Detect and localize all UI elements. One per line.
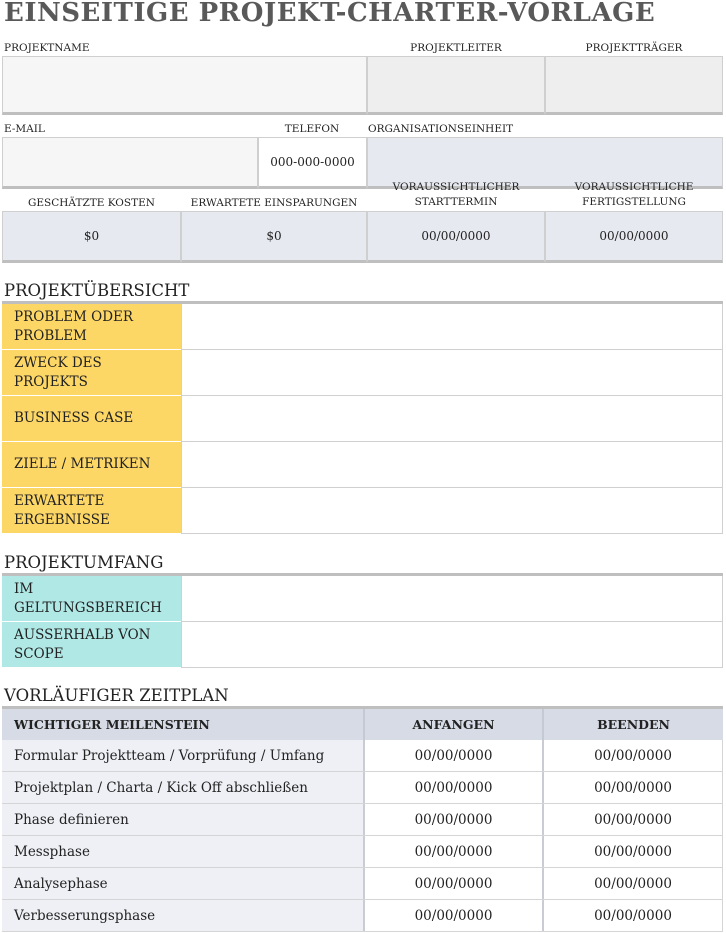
project-lead-field[interactable]	[367, 56, 545, 115]
scope-title: PROJEKTUMFANG	[4, 553, 164, 572]
scope-row-input[interactable]	[181, 576, 723, 622]
milestone-cell[interactable]: Analysephase	[2, 868, 365, 899]
phone-label: TELEFON	[284, 123, 340, 135]
overview-row-input[interactable]	[181, 350, 723, 396]
exp-savings-label: ERWARTETE EINSPARUNGEN	[190, 197, 358, 209]
est-cost-label: GESCHÄTZTE KOSTEN	[28, 197, 155, 209]
start-cell[interactable]: 00/00/0000	[365, 900, 544, 931]
end-cell[interactable]: 00/00/0000	[544, 772, 723, 803]
overview-title: PROJEKTÜBERSICHT	[4, 281, 190, 300]
start-cell[interactable]: 00/00/0000	[365, 740, 544, 771]
end-cell[interactable]: 00/00/0000	[544, 804, 723, 835]
overview-row-label: ZIELE / METRIKEN	[2, 442, 181, 488]
milestone-cell[interactable]: Projektplan / Charta / Kick Off abschließen	[2, 772, 365, 803]
overview-row-input[interactable]	[181, 396, 723, 442]
table-row	[2, 868, 723, 900]
schedule-title: VORLÄUFIGER ZEITPLAN	[4, 686, 229, 705]
overview-row-input[interactable]	[181, 442, 723, 488]
overview-row	[2, 396, 723, 442]
start-cell[interactable]: 00/00/0000	[365, 772, 544, 803]
project-sponsor-label: PROJEKTTRÄGER	[585, 42, 683, 54]
start-cell[interactable]: 00/00/0000	[365, 836, 544, 867]
project-name-field[interactable]	[2, 56, 367, 115]
scope-row	[2, 622, 723, 668]
end-cell[interactable]: 00/00/0000	[544, 868, 723, 899]
finish-date-label: VORAUSSICHTLICHE FERTIGSTELLUNG	[574, 181, 694, 208]
overview-row-label: BUSINESS CASE	[2, 396, 181, 442]
overview-row-label: ERWARTETE ERGEBNISSE	[2, 488, 181, 534]
table-row	[2, 836, 723, 868]
end-column-header: BEENDEN	[597, 717, 670, 732]
email-label: E-MAIL	[4, 123, 45, 135]
overview-row-input[interactable]	[181, 304, 723, 350]
schedule-header-row	[2, 709, 723, 740]
start-date-value: 00/00/0000	[421, 229, 491, 243]
start-column-header: ANFANGEN	[365, 709, 544, 740]
est-cost-field[interactable]	[2, 211, 181, 263]
project-sponsor-field[interactable]	[545, 56, 723, 115]
exp-savings-field[interactable]	[181, 211, 367, 263]
overview-row	[2, 488, 723, 534]
exp-savings-value: $0	[266, 229, 282, 243]
milestone-cell[interactable]: Messphase	[2, 836, 365, 867]
est-cost-value: $0	[83, 229, 100, 243]
scope-row-input[interactable]	[181, 622, 723, 668]
scope-row-label: IM GELTUNGSBEREICH	[2, 576, 181, 622]
email-field[interactable]	[2, 137, 258, 189]
milestone-cell[interactable]: Phase definieren	[2, 804, 365, 835]
start-date-label: VORAUSSICHTLICHER STARTTERMIN	[392, 181, 520, 208]
end-cell[interactable]: 00/00/0000	[544, 740, 723, 771]
project-lead-label: PROJEKTLEITER	[410, 42, 502, 54]
end-cell[interactable]: 00/00/0000	[544, 900, 723, 931]
overview-row-label: ZWECK DES PROJEKTS	[2, 350, 181, 396]
finish-date-value: 00/00/0000	[599, 229, 669, 243]
start-cell[interactable]: 00/00/0000	[365, 804, 544, 835]
scope-row	[2, 576, 723, 622]
org-unit-label: ORGANISATIONSEINHEIT	[368, 123, 514, 135]
finish-date-field[interactable]	[545, 211, 723, 263]
overview-row-input[interactable]	[181, 488, 723, 534]
overview-row	[2, 350, 723, 396]
milestone-cell[interactable]: Formular Projektteam / Vorprüfung / Umfang	[2, 740, 365, 771]
milestone-cell[interactable]: Verbesserungsphase	[2, 900, 365, 931]
phone-field[interactable]	[258, 137, 367, 189]
table-row	[2, 900, 723, 932]
overview-row	[2, 442, 723, 488]
page-title: EINSEITIGE PROJEKT-CHARTER-VORLAGE	[4, 0, 656, 28]
project-name-label: PROJEKTNAME	[4, 42, 90, 54]
table-row	[2, 804, 723, 836]
table-row	[2, 740, 723, 772]
scope-row-label: AUSSERHALB VON SCOPE	[2, 622, 181, 668]
end-cell[interactable]: 00/00/0000	[544, 836, 723, 867]
overview-row	[2, 304, 723, 350]
phone-value: 000-000-0000	[270, 155, 355, 169]
table-row	[2, 772, 723, 804]
milestone-column-header: WICHTIGER MEILENSTEIN	[2, 709, 365, 740]
overview-row-label: PROBLEM ODER PROBLEM	[2, 304, 181, 350]
start-date-field[interactable]	[367, 211, 545, 263]
start-cell[interactable]: 00/00/0000	[365, 868, 544, 899]
